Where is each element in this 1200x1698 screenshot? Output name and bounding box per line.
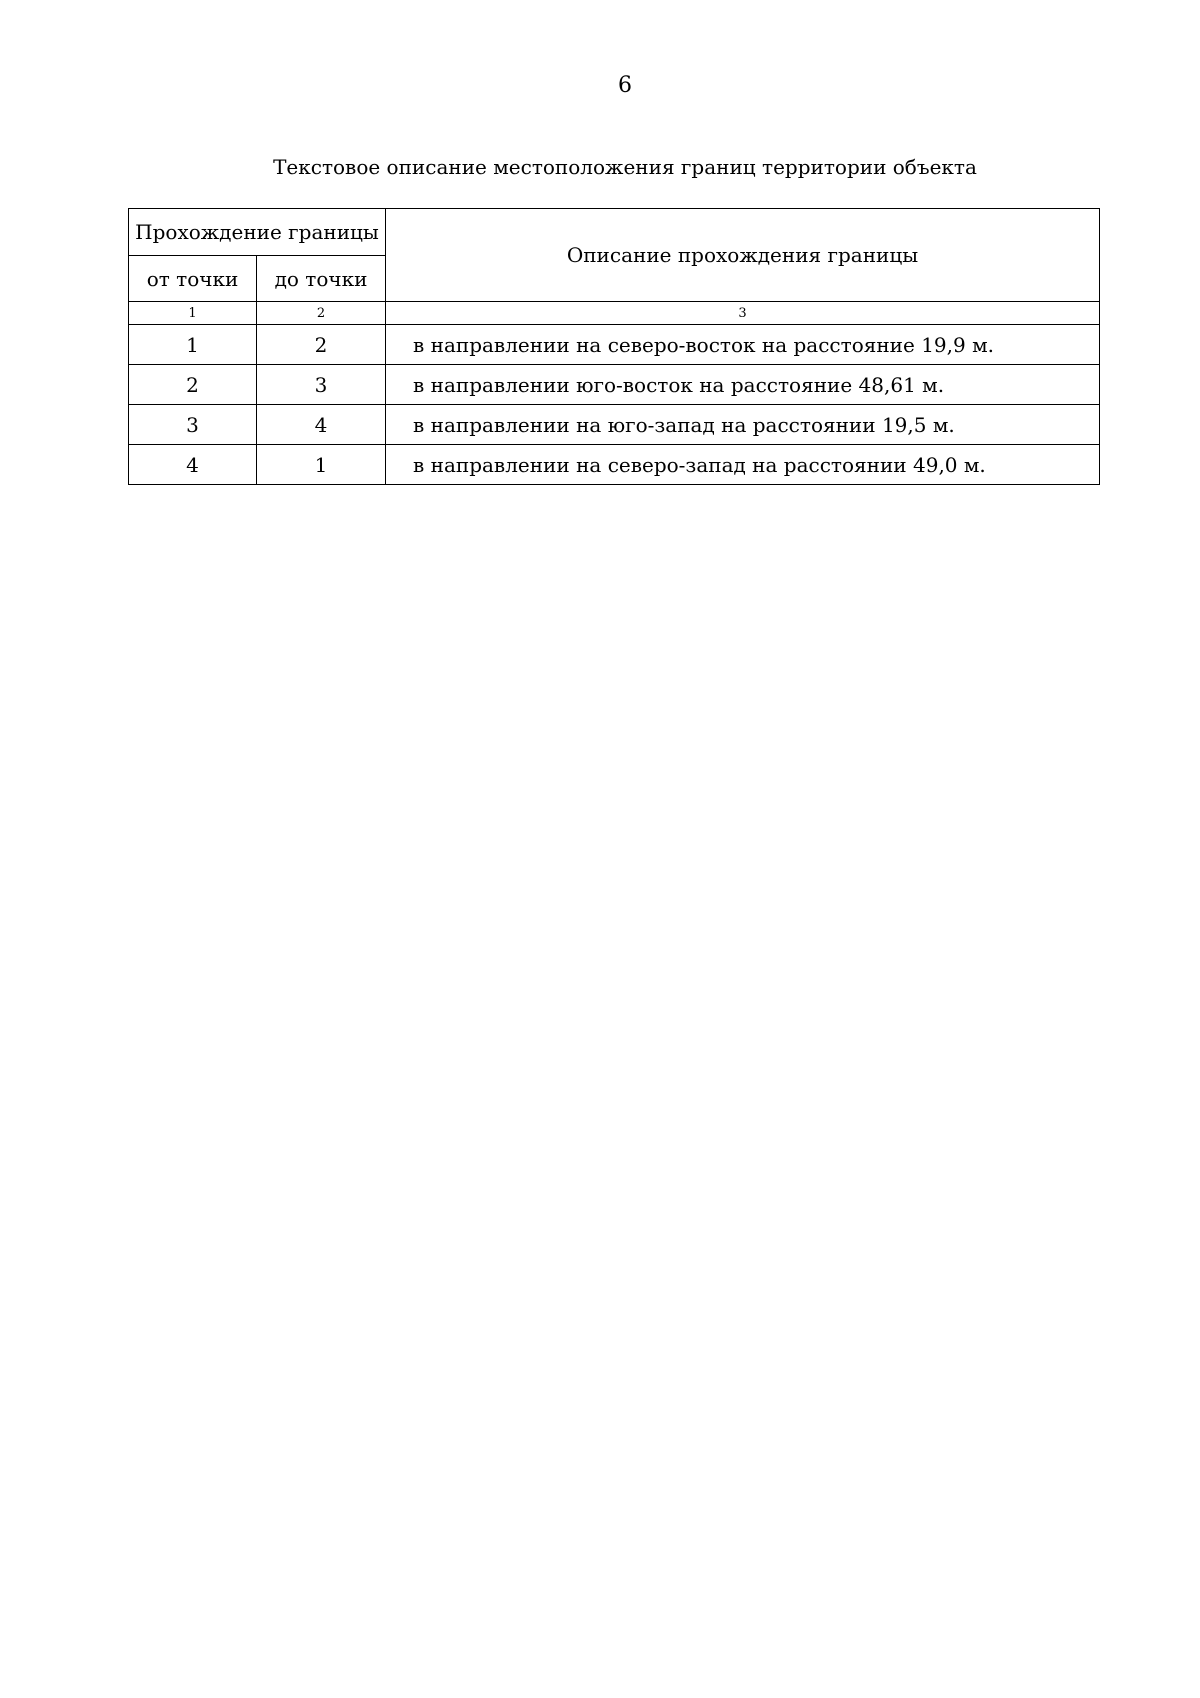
from-point-cell: 3 <box>129 405 257 445</box>
to-point-cell: 2 <box>257 325 386 365</box>
header-from-point: от точки <box>129 256 257 302</box>
column-number-row <box>129 302 1100 325</box>
table-row <box>129 445 1100 485</box>
column-number: 1 <box>129 302 257 325</box>
boundary-table <box>128 208 1100 485</box>
to-point-cell: 4 <box>257 405 386 445</box>
from-point-cell: 2 <box>129 365 257 405</box>
header-boundary-description: Описание прохождения границы <box>386 209 1100 302</box>
description-cell: в направлении на северо-запад на расстоянии 49,0 м. <box>386 445 1100 485</box>
to-point-cell: 1 <box>257 445 386 485</box>
description-cell: в направлении на юго-запад на расстоянии 19,5 м. <box>386 405 1100 445</box>
column-number: 2 <box>257 302 386 325</box>
table-row <box>129 325 1100 365</box>
table-row <box>129 405 1100 445</box>
column-number: 3 <box>386 302 1100 325</box>
description-cell: в направлении юго-восток на расстояние 48,61 м. <box>386 365 1100 405</box>
header-boundary-passage: Прохождение границы <box>129 209 386 256</box>
description-cell: в направлении на северо-восток на расстояние 19,9 м. <box>386 325 1100 365</box>
table-row <box>129 365 1100 405</box>
from-point-cell: 4 <box>129 445 257 485</box>
header-to-point: до точки <box>257 256 386 302</box>
from-point-cell: 1 <box>129 325 257 365</box>
page-number: 6 <box>618 73 632 98</box>
page-title: Текстовое описание местоположения границ территории объекта <box>273 155 977 179</box>
to-point-cell: 3 <box>257 365 386 405</box>
table-header-row <box>129 209 1100 256</box>
